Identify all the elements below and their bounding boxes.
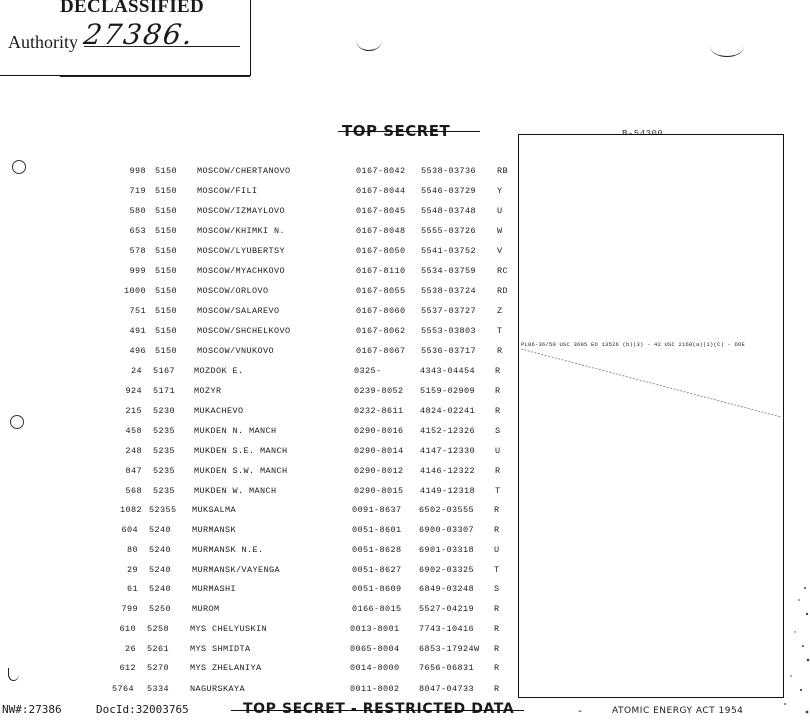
record-region: R bbox=[495, 366, 501, 376]
record-number: 491 bbox=[129, 326, 146, 336]
record-number: 496 bbox=[129, 346, 146, 356]
record-code: 52355 bbox=[149, 505, 177, 515]
record-coords: 5548-03748 bbox=[421, 206, 477, 216]
record-coords: 5159-02909 bbox=[420, 386, 476, 396]
record-region: U bbox=[497, 206, 503, 216]
record-name: MURMANSK N.E. bbox=[192, 545, 264, 555]
record-number: 5764 bbox=[111, 684, 134, 694]
record-region: U bbox=[495, 446, 501, 456]
classification-header-text: TOP SECRET bbox=[342, 122, 451, 140]
record-region: R bbox=[494, 624, 500, 634]
authority-number: 27386. bbox=[81, 18, 197, 51]
record-number: 653 bbox=[129, 226, 146, 236]
record-region: R bbox=[494, 663, 500, 673]
record-region: R bbox=[494, 505, 500, 515]
record-number: 80 bbox=[126, 545, 138, 555]
record-coords: 7743-10416 bbox=[419, 624, 475, 634]
record-name: MYS ZHELANIYA bbox=[190, 663, 262, 673]
record-coords: 5553-03803 bbox=[421, 326, 477, 336]
record-coords: 5546-03729 bbox=[421, 186, 477, 196]
record-number: 24 bbox=[130, 366, 142, 376]
record-code: 5250 bbox=[149, 604, 172, 614]
record-number: 1082 bbox=[119, 505, 142, 515]
record-region: R bbox=[494, 644, 500, 654]
record-geo: 0051-8628 bbox=[352, 545, 402, 555]
record-geo: 0167-8060 bbox=[356, 306, 406, 316]
record-region: RC bbox=[497, 266, 509, 276]
doc-id: DocId:32003765 bbox=[96, 703, 189, 716]
record-name: MURMANSK bbox=[192, 525, 237, 535]
record-name: MYS CHELYUSKIN bbox=[190, 624, 268, 634]
record-number: 580 bbox=[129, 206, 146, 216]
record-name: MUKDEN W. MANCH bbox=[194, 486, 277, 496]
record-coords: 7656-06831 bbox=[419, 663, 475, 673]
record-code: 5171 bbox=[153, 386, 176, 396]
record-name: MUKDEN N. MANCH bbox=[194, 426, 277, 436]
record-region: RD bbox=[497, 286, 509, 296]
record-number: 578 bbox=[129, 246, 146, 256]
record-code: 5334 bbox=[147, 684, 170, 694]
record-geo: 0167-8062 bbox=[356, 326, 406, 336]
record-geo: 0167-8042 bbox=[356, 166, 406, 176]
record-coords: 5538-03736 bbox=[421, 166, 477, 176]
record-region: Y bbox=[497, 186, 503, 196]
record-code: 5270 bbox=[147, 663, 170, 673]
record-code: 5240 bbox=[149, 525, 172, 535]
record-coords: 4343-04454 bbox=[420, 366, 476, 376]
declassified-label: DECLASSIFIED bbox=[60, 0, 205, 17]
redaction-box bbox=[518, 134, 784, 698]
record-number: 61 bbox=[126, 584, 138, 594]
record-code: 5261 bbox=[147, 644, 170, 654]
record-code: 5235 bbox=[153, 426, 176, 436]
binder-arc-right bbox=[710, 36, 744, 57]
record-geo: 0232-8611 bbox=[354, 406, 404, 416]
record-number: 719 bbox=[129, 186, 146, 196]
record-region: T bbox=[495, 486, 501, 496]
record-coords: 4824-02241 bbox=[420, 406, 476, 416]
record-name: MOSCOW/CHERTANOVO bbox=[197, 166, 291, 176]
record-geo: 0051-8609 bbox=[352, 584, 402, 594]
record-name: MUKSALMA bbox=[192, 505, 237, 515]
page-footer bbox=[0, 703, 810, 721]
punch-hole-top bbox=[12, 160, 26, 174]
punch-hole-middle bbox=[10, 415, 24, 429]
record-region: R bbox=[497, 346, 503, 356]
record-coords: 6502-03555 bbox=[419, 505, 475, 515]
record-coords: 6902-03325 bbox=[419, 565, 475, 575]
record-number: 998 bbox=[129, 166, 146, 176]
classification-footer bbox=[243, 701, 514, 717]
record-geo: 0167-8044 bbox=[356, 186, 406, 196]
record-region: W bbox=[497, 226, 503, 236]
record-coords: 8047-04733 bbox=[419, 684, 475, 694]
redaction-exemption-note: PL86-36/50 USC 3605 EO 13526 (b)(3) - 42 USC 2168(a)(1)(C) - DOE bbox=[521, 341, 746, 348]
binder-arc-bottom bbox=[8, 668, 19, 681]
record-name: MURMASHI bbox=[192, 584, 237, 594]
record-number: 610 bbox=[119, 624, 136, 634]
record-name: MUROM bbox=[192, 604, 220, 614]
record-coords: 5538-03724 bbox=[421, 286, 477, 296]
record-name: MOSCOW/ORLOVO bbox=[197, 286, 269, 296]
record-number: 26 bbox=[124, 644, 136, 654]
record-name: MOSCOW/SALAREVO bbox=[197, 306, 280, 316]
record-geo: 0167-8050 bbox=[356, 246, 406, 256]
record-geo: 0167-8110 bbox=[356, 266, 406, 276]
record-geo: 0290-8012 bbox=[354, 466, 404, 476]
record-name: MOSCOW/FILI bbox=[197, 186, 258, 196]
record-geo: 0325- bbox=[354, 366, 382, 376]
record-geo: 0290-8014 bbox=[354, 446, 404, 456]
record-number: 215 bbox=[125, 406, 142, 416]
record-region: R bbox=[495, 466, 501, 476]
record-code: 5150 bbox=[155, 306, 178, 316]
record-code: 5258 bbox=[147, 624, 170, 634]
record-coords: 5541-03752 bbox=[421, 246, 477, 256]
scan-noise bbox=[755, 580, 810, 720]
record-name: MURMANSK/VAYENGA bbox=[192, 565, 281, 575]
record-region: R bbox=[495, 406, 501, 416]
stamp-underline bbox=[84, 46, 240, 47]
record-name: MUKACHEVO bbox=[194, 406, 244, 416]
record-number: 458 bbox=[125, 426, 142, 436]
record-number: 612 bbox=[119, 663, 136, 673]
record-code: 5150 bbox=[155, 166, 178, 176]
record-region: V bbox=[497, 246, 503, 256]
binder-arc-left bbox=[356, 30, 382, 51]
record-region: S bbox=[494, 584, 500, 594]
record-code: 5240 bbox=[149, 565, 172, 575]
record-geo: 0091-8637 bbox=[352, 505, 402, 515]
record-region: Z bbox=[497, 306, 503, 316]
record-name: NAGURSKAYA bbox=[190, 684, 246, 694]
record-code: 5150 bbox=[155, 326, 178, 336]
record-geo: 0290-8016 bbox=[354, 426, 404, 436]
record-coords: 5537-03727 bbox=[421, 306, 477, 316]
record-name: MOZYR bbox=[194, 386, 222, 396]
strike-line bbox=[231, 710, 524, 711]
record-name: MOSCOW/LYUBERTSY bbox=[197, 246, 286, 256]
record-number: 924 bbox=[125, 386, 142, 396]
record-number: 799 bbox=[121, 604, 138, 614]
nw-number: NW#:27386 bbox=[2, 703, 62, 716]
record-coords: 5534-03759 bbox=[421, 266, 477, 276]
record-coords: 6849-03248 bbox=[419, 584, 475, 594]
record-region: S bbox=[495, 426, 501, 436]
record-code: 5150 bbox=[155, 246, 178, 256]
declassification-stamp bbox=[0, 0, 251, 76]
record-region: R bbox=[494, 684, 500, 694]
record-number: 248 bbox=[125, 446, 142, 456]
record-code: 5150 bbox=[155, 226, 178, 236]
record-number: 999 bbox=[129, 266, 146, 276]
record-region: R bbox=[494, 525, 500, 535]
record-name: MOSCOW/MYACHKOVO bbox=[197, 266, 286, 276]
record-code: 5150 bbox=[155, 266, 178, 276]
record-number: 847 bbox=[125, 466, 142, 476]
record-number: 568 bbox=[125, 486, 142, 496]
record-coords: 4147-12330 bbox=[420, 446, 476, 456]
record-coords: 6853-17924W bbox=[419, 644, 480, 654]
authority-label: Authority bbox=[8, 32, 78, 52]
record-code: 5150 bbox=[155, 346, 178, 356]
record-code: 5235 bbox=[153, 486, 176, 496]
record-geo: 0167-8048 bbox=[356, 226, 406, 236]
record-geo: 0167-8045 bbox=[356, 206, 406, 216]
record-region: RB bbox=[497, 166, 509, 176]
redaction-leader-line bbox=[519, 135, 783, 697]
record-name: MOSCOW/KHIMKI N. bbox=[197, 226, 286, 236]
record-code: 5230 bbox=[153, 406, 176, 416]
strike-line bbox=[338, 131, 480, 132]
classification-header bbox=[342, 122, 450, 140]
record-geo: 0065-8004 bbox=[350, 644, 400, 654]
record-number: 751 bbox=[129, 306, 146, 316]
footer-dash: - bbox=[578, 704, 582, 717]
record-name: MYS SHMIDTA bbox=[190, 644, 251, 654]
record-geo: 0051-8601 bbox=[352, 525, 402, 535]
record-code: 5150 bbox=[155, 206, 178, 216]
record-geo: 0239-8052 bbox=[354, 386, 404, 396]
record-number: 604 bbox=[121, 525, 138, 535]
record-geo: 0167-8055 bbox=[356, 286, 406, 296]
record-name: MOZDOK E. bbox=[194, 366, 244, 376]
record-region: R bbox=[494, 604, 500, 614]
record-region: R bbox=[495, 386, 501, 396]
record-code: 5235 bbox=[153, 466, 176, 476]
record-region: T bbox=[494, 565, 500, 575]
record-coords: 4146-12322 bbox=[420, 466, 476, 476]
record-code: 5240 bbox=[149, 545, 172, 555]
record-number: 29 bbox=[126, 565, 138, 575]
record-number: 1000 bbox=[123, 286, 146, 296]
record-code: 5167 bbox=[153, 366, 176, 376]
stamp-rule bbox=[60, 76, 250, 77]
record-name: MUKDEN S.E. MANCH bbox=[194, 446, 288, 456]
record-coords: 6900-03307 bbox=[419, 525, 475, 535]
record-name: MOSCOW/SHCHELKOVO bbox=[197, 326, 291, 336]
record-name: MOSCOW/IZMAYLOVO bbox=[197, 206, 286, 216]
record-geo: 0167-8067 bbox=[356, 346, 406, 356]
record-geo: 0290-8015 bbox=[354, 486, 404, 496]
classification-footer-text: TOP SECRET - RESTRICTED DATA bbox=[243, 701, 515, 717]
record-code: 5235 bbox=[153, 446, 176, 456]
record-code: 5150 bbox=[155, 286, 178, 296]
record-coords: 5555-03726 bbox=[421, 226, 477, 236]
record-coords: 4152-12326 bbox=[420, 426, 476, 436]
record-code: 5150 bbox=[155, 186, 178, 196]
record-geo: 0014-8000 bbox=[350, 663, 400, 673]
record-coords: 5527-04219 bbox=[419, 604, 475, 614]
record-geo: 0166-8015 bbox=[352, 604, 402, 614]
record-geo: 0013-8001 bbox=[350, 624, 400, 634]
record-name: MOSCOW/VNUKOVO bbox=[197, 346, 275, 356]
record-coords: 4149-12318 bbox=[420, 486, 476, 496]
record-coords: 5536-03717 bbox=[421, 346, 477, 356]
record-region: T bbox=[497, 326, 503, 336]
record-code: 5240 bbox=[149, 584, 172, 594]
record-geo: 0051-8627 bbox=[352, 565, 402, 575]
record-geo: 0011-8002 bbox=[350, 684, 400, 694]
record-region: U bbox=[494, 545, 500, 555]
record-coords: 6901-03318 bbox=[419, 545, 475, 555]
record-name: MUKDEN S.W. MANCH bbox=[194, 466, 288, 476]
atomic-energy-act: ATOMIC ENERGY ACT 1954 bbox=[612, 706, 744, 716]
